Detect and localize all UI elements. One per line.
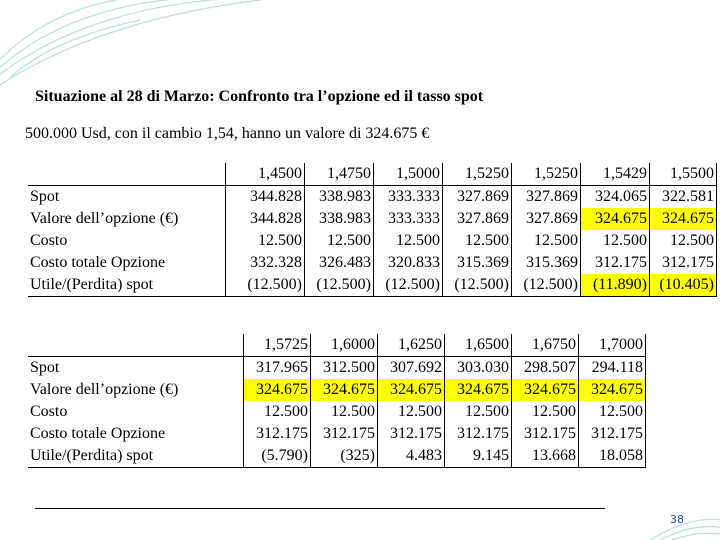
table-row (28, 186, 717, 209)
comparison-table-1 (28, 163, 717, 297)
table-cell: 303.030 (445, 357, 512, 380)
row-label: Utile/(Perdita) spot (28, 274, 226, 297)
table-cell: 312.175 (378, 423, 445, 445)
table-cell: 320.833 (374, 252, 443, 274)
decorative-curves-bottom (630, 480, 720, 540)
rate-header: 1,5429 (581, 163, 650, 186)
row-label: Spot (28, 186, 226, 209)
table-cell: 333.333 (374, 208, 443, 230)
table-cell: 315.369 (443, 252, 512, 274)
table-cell: (12.500) (226, 274, 305, 297)
table-cell: 9.145 (445, 445, 512, 468)
highlighted-cell: 324.675 (512, 379, 579, 401)
table-cell: 12.500 (374, 230, 443, 252)
table-cell: 332.328 (226, 252, 305, 274)
rate-header: 1,4500 (226, 163, 305, 186)
table-cell: 338.983 (305, 186, 374, 209)
table-header-row (28, 334, 646, 357)
table-row (28, 208, 717, 230)
rate-header: 1,7000 (579, 334, 646, 357)
footer-divider (35, 508, 605, 509)
highlighted-cell: (10.405) (650, 274, 717, 297)
highlighted-cell: 324.675 (378, 379, 445, 401)
table-cell: (12.500) (305, 274, 374, 297)
row-label: Spot (28, 357, 244, 380)
table-cell: (12.500) (374, 274, 443, 297)
rate-header: 1,6000 (311, 334, 378, 357)
row-label: Costo totale Opzione (28, 423, 244, 445)
rate-header: 1,6250 (378, 334, 445, 357)
row-label: Costo (28, 230, 226, 252)
header-empty-cell (28, 334, 244, 357)
row-label: Utile/(Perdita) spot (28, 445, 244, 468)
highlighted-cell: 324.675 (579, 379, 646, 401)
slide-subheading: 500.000 Usd, con il cambio 1,54, hanno un valore di 324.675 € (25, 125, 430, 142)
table-cell: 327.869 (443, 208, 512, 230)
table-row (28, 252, 717, 274)
highlighted-cell: 324.675 (445, 379, 512, 401)
table-row (28, 379, 646, 401)
table-cell: 327.869 (512, 186, 581, 209)
table-cell: 294.118 (579, 357, 646, 380)
table-cell: 324.065 (581, 186, 650, 209)
table-cell: 298.507 (512, 357, 579, 380)
table-cell: 315.369 (512, 252, 581, 274)
highlighted-cell: 324.675 (581, 208, 650, 230)
table-cell: 312.500 (311, 357, 378, 380)
table-cell: 327.869 (443, 186, 512, 209)
highlighted-cell: (11.890) (581, 274, 650, 297)
table-cell: 312.175 (512, 423, 579, 445)
table-cell: (5.790) (244, 445, 311, 468)
table-cell: 327.869 (512, 208, 581, 230)
table-cell: 12.500 (244, 401, 311, 423)
highlighted-cell: 324.675 (650, 208, 717, 230)
table-cell: 344.828 (226, 208, 305, 230)
slide-heading: Situazione al 28 di Marzo: Confronto tra l’opzione ed il tasso spot (35, 88, 484, 105)
table-cell: 12.500 (650, 230, 717, 252)
table-cell: 12.500 (579, 401, 646, 423)
table-cell: (12.500) (443, 274, 512, 297)
table-cell: 12.500 (443, 230, 512, 252)
table-cell: (12.500) (512, 274, 581, 297)
table-cell: 12.500 (305, 230, 374, 252)
table-cell: 322.581 (650, 186, 717, 209)
table-cell: 12.500 (311, 401, 378, 423)
table-cell: 312.175 (581, 252, 650, 274)
rate-header: 1,6500 (445, 334, 512, 357)
comparison-table-2 (28, 334, 646, 468)
table-cell: 12.500 (512, 230, 581, 252)
table-row (28, 445, 646, 468)
table-cell: 312.175 (244, 423, 311, 445)
rate-header: 1,5725 (244, 334, 311, 357)
table-cell: 12.500 (226, 230, 305, 252)
table-cell: 312.175 (445, 423, 512, 445)
rate-header: 1,5250 (512, 163, 581, 186)
decorative-curves-top (0, 0, 300, 90)
table-row (28, 274, 717, 297)
table-cell: 317.965 (244, 357, 311, 380)
table-cell: 338.983 (305, 208, 374, 230)
row-label: Costo totale Opzione (28, 252, 226, 274)
table-cell: 312.175 (311, 423, 378, 445)
table-cell: 13.668 (512, 445, 579, 468)
table-row (28, 401, 646, 423)
table-cell: 307.692 (378, 357, 445, 380)
rate-header: 1,5500 (650, 163, 717, 186)
table-cell: 344.828 (226, 186, 305, 209)
rate-header: 1,5250 (443, 163, 512, 186)
table-cell: 312.175 (579, 423, 646, 445)
table-cell: 18.058 (579, 445, 646, 468)
table-header-row (28, 163, 717, 186)
rate-header: 1,6750 (512, 334, 579, 357)
table-row (28, 423, 646, 445)
page-number: 38 (670, 513, 684, 526)
table-row (28, 357, 646, 380)
rate-header: 1,5000 (374, 163, 443, 186)
header-empty-cell (28, 163, 226, 186)
table-cell: 4.483 (378, 445, 445, 468)
table-cell: (325) (311, 445, 378, 468)
table-cell: 312.175 (650, 252, 717, 274)
table-cell: 12.500 (512, 401, 579, 423)
table-cell: 12.500 (445, 401, 512, 423)
row-label: Costo (28, 401, 244, 423)
highlighted-cell: 324.675 (244, 379, 311, 401)
rate-header: 1,4750 (305, 163, 374, 186)
highlighted-cell: 324.675 (311, 379, 378, 401)
table-cell: 12.500 (581, 230, 650, 252)
table-row (28, 230, 717, 252)
table-cell: 12.500 (378, 401, 445, 423)
row-label: Valore dell’opzione (€) (28, 208, 226, 230)
row-label: Valore dell’opzione (€) (28, 379, 244, 401)
table-cell: 326.483 (305, 252, 374, 274)
table-cell: 333.333 (374, 186, 443, 209)
